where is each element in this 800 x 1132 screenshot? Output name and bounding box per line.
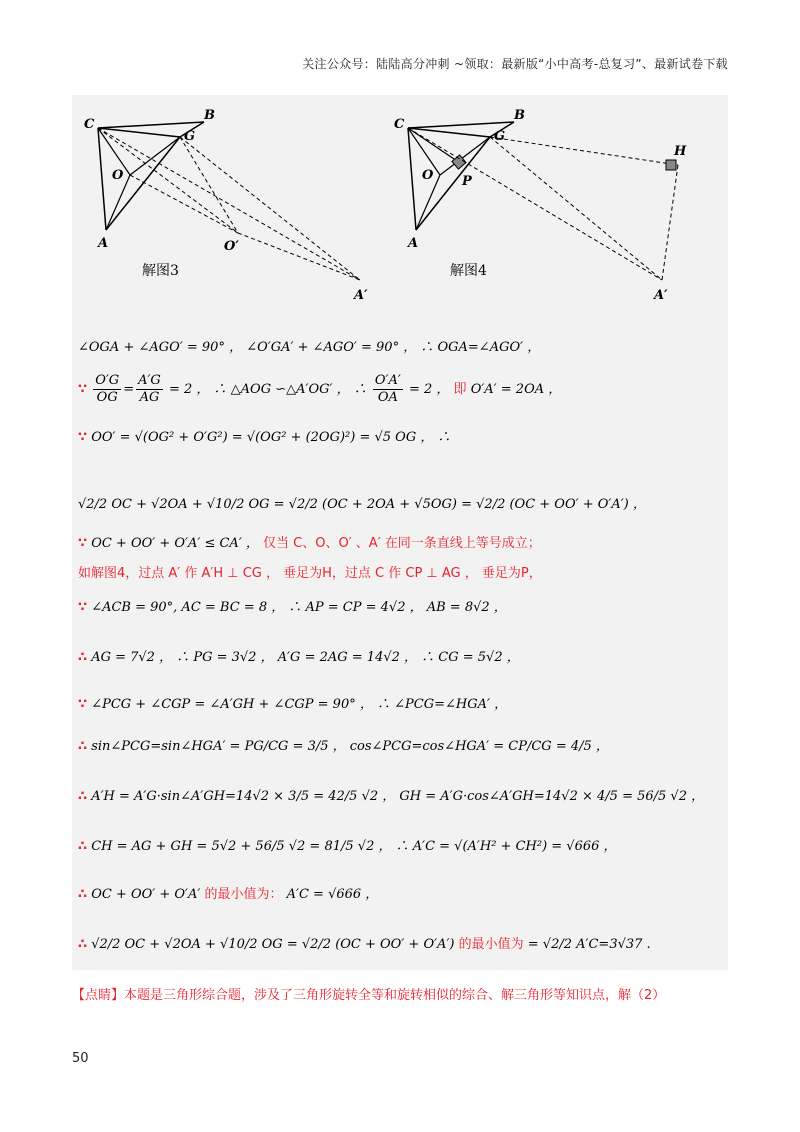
- solution-line-2: ∵ $\frac{O'G}{OG}$ = $\frac{A'G}{AG}$ = 2 ， ∴ △AOG ∽△A′OG′ ， ∴ $\frac{O'A'}{OA}$ = 2 ， 即 O′A′ = 2OA ，: [78, 373, 562, 405]
- label-A-4: A: [408, 236, 419, 251]
- solution-line-3: ∵ OO′ = √(OG² + O′G²) = √(OG² + (2OG)²) = √5 OG ， ∴: [78, 430, 451, 445]
- label-O-3: O: [112, 168, 124, 183]
- solution-line-12: ∴ CH = AG + GH = 5√2 + 56/5 √2 = 81/5 √2 ， ∴ A′C = √(A′H² + CH²) = √666 ，: [78, 839, 617, 854]
- solution-line-13: ∴ OC + OO′ + O′A′ 的最小值为： A′C = √666 ，: [78, 887, 379, 902]
- label-O-4: O: [422, 168, 434, 183]
- label-H-4: H: [674, 144, 687, 159]
- page-header: 关注公众号：陆陆高分冲刺 ~领取：最新版“小中高考-总复习”、最新试卷下载: [302, 57, 728, 71]
- figure-4: [408, 122, 678, 280]
- page-number: 50: [72, 1051, 89, 1066]
- label-G-3: G: [184, 129, 196, 144]
- label-B-3: B: [204, 108, 215, 123]
- label-A2-3: A′: [354, 288, 368, 303]
- solution-line-5: ∵ OC + OO′ + O′A′ ≤ CA′ ， 仅当 C、O、O′ 、A′ 在同一条直线上等号成立；: [78, 536, 541, 551]
- label-B-4: B: [514, 108, 525, 123]
- figure-4-caption: 解图4: [450, 263, 487, 279]
- solution-line-14: ∴ √2/2 OC + √2OA + √10/2 OG = √2/2 (OC + OO′ + O′A′) 的最小值为 = √2/2 A′C=3√37 .: [78, 937, 651, 952]
- label-C-3: C: [84, 117, 95, 132]
- geometry-figures: [72, 95, 728, 310]
- solution-line-10: ∴ sin∠PCG=sin∠HGA′ = PG/CG = 3/5 ， cos∠PCG=cos∠HGA′ = CP/CG = 4/5 ，: [78, 739, 609, 754]
- frac-OA: $\frac{O'A'}{OA}$: [374, 373, 401, 405]
- solution-line-11: ∴ A′H = A′G·sin∠A′GH=14√2 × 3/5 = 42/5 √2 ， GH = A′G·cos∠A′GH=14√2 × 4/5 = 56/5 √2 ，: [78, 789, 705, 804]
- label-O2-3: O′: [224, 239, 239, 254]
- frac-AG: $\frac{A'G}{AG}$: [138, 373, 161, 405]
- solution-line-9: ∵ ∠PCG + ∠CGP = ∠A′GH + ∠CGP = 90° ， ∴ ∠PCG=∠HGA′ ，: [78, 697, 508, 712]
- solution-line-8: ∴ AG = 7√2 ， ∴ PG = 3√2 ， A′G = 2AG = 14√2 ， ∴ CG = 5√2 ，: [78, 650, 520, 665]
- figure-3-caption: 解图3: [142, 263, 179, 279]
- label-G-4: G: [494, 129, 506, 144]
- label-C-4: C: [394, 117, 405, 132]
- solution-panel: [72, 95, 728, 970]
- solution-line-1: ∠OGA + ∠AGO′ = 90° ， ∠O′GA′ + ∠AGO′ = 90° ， ∴ OGA=∠AGO′ ，: [78, 340, 541, 355]
- remark-note: 【点睛】本题是三角形综合题，涉及了三角形旋转全等和旋转相似的综合、解三角形等知识点，解（2）: [72, 988, 666, 1003]
- solution-line-6: 如解图4，过点 A′ 作 A′H ⊥ CG ， 垂足为H，过点 C 作 CP ⊥ AG ， 垂足为P，: [78, 566, 542, 581]
- solution-line-4: √2/2 OC + √2OA + √10/2 OG = √2/2 (OC + 2OA + √5OG) = √2/2 (OC + OO′ + O′A′) ，: [78, 497, 646, 512]
- label-A-3: A: [98, 236, 109, 251]
- label-P-4: P: [462, 174, 472, 189]
- figure-3: [98, 122, 360, 280]
- solution-line-7: ∵ ∠ACB = 90°, AC = BC = 8 ， ∴ AP = CP = 4√2 ， AB = 8√2 ，: [78, 600, 507, 615]
- label-A2-4: A′: [654, 288, 668, 303]
- frac-OG: $\frac{O'G}{OG}$: [95, 373, 120, 405]
